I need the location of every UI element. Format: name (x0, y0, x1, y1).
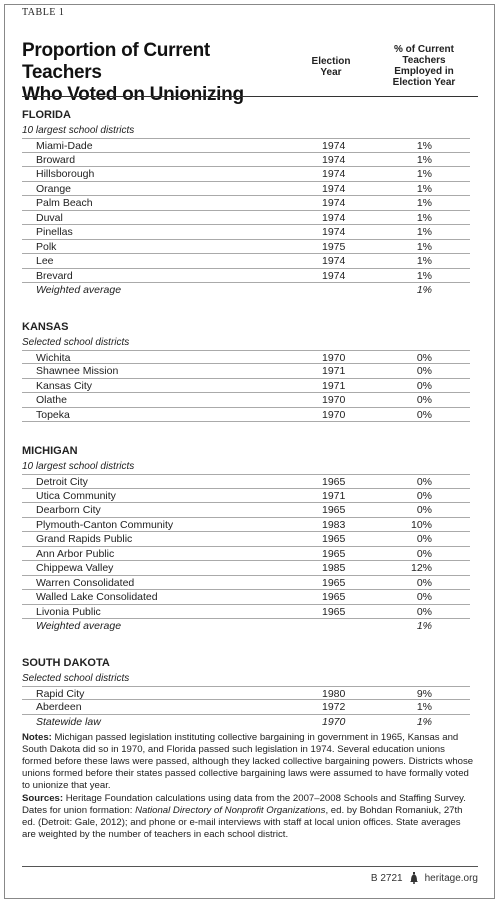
table-row (22, 408, 470, 423)
summary-row (22, 619, 470, 634)
table-row (22, 153, 470, 168)
table-row (22, 393, 470, 408)
percent-teachers: 0% (416, 576, 432, 589)
notes-text: Michigan passed legislation instituting collective bargaining in government in 1965, Kansas and South Dakota did so in 1970, and Florida passed such legislation in 1974. Several education unions formed before these laws were passed, although they lacked collective bargaining powers. Districts whose unions formed before their states passed collective bargaining laws were assumed to have formally voted to unionize that year. (22, 732, 474, 791)
election-year: 1970 (322, 394, 346, 406)
percent-teachers: 1% (416, 240, 432, 253)
election-year: 1974 (322, 153, 346, 166)
district-name: Weighted average (36, 284, 122, 296)
percent-teachers: 12% (410, 562, 432, 574)
district-name: Wichita (36, 351, 71, 364)
percent-teachers: 0% (416, 533, 432, 545)
state-section (22, 319, 470, 423)
state-section (22, 107, 470, 298)
percent-teachers: 1% (416, 182, 432, 195)
percent-teachers: 1% (416, 226, 432, 238)
summary-row (22, 715, 470, 730)
state-name: FLORIDA (22, 109, 71, 121)
district-name: Weighted average (36, 620, 122, 632)
table-row (22, 489, 470, 504)
title-line-1: Proportion of Current Teachers (22, 40, 210, 83)
district-rows (22, 350, 470, 423)
district-name: Broward (36, 153, 76, 166)
percent-teachers: 1% (416, 140, 432, 152)
percent-teachers: 0% (416, 408, 432, 421)
election-year: 1974 (322, 168, 346, 180)
percent-teachers: 1% (416, 255, 432, 267)
column-header-pct-line-1: % of Current Teachers (394, 44, 454, 66)
percent-teachers: 0% (416, 504, 432, 516)
percent-teachers: 1% (416, 168, 432, 180)
table-row (22, 364, 470, 379)
percent-teachers: 0% (416, 351, 432, 364)
district-name: Miami-Dade (36, 140, 93, 152)
percent-teachers: 0% (416, 365, 432, 377)
district-name: Rapid City (36, 687, 85, 700)
percent-teachers: 0% (416, 476, 432, 488)
state-name: MICHIGAN (22, 445, 78, 457)
district-name: Duval (36, 211, 63, 224)
table-row (22, 138, 470, 153)
section-subtitle: 10 largest school districts (22, 461, 135, 472)
footer (371, 872, 478, 884)
percent-teachers: 0% (416, 547, 432, 560)
table-row (22, 379, 470, 394)
table-row (22, 240, 470, 255)
table-row (22, 518, 470, 533)
percent-teachers: 9% (416, 687, 432, 700)
section-subtitle: Selected school districts (22, 672, 130, 684)
percent-teachers: 1% (416, 211, 432, 224)
table-row (22, 532, 470, 547)
state-section (22, 443, 470, 634)
percent-teachers: 0% (416, 379, 432, 392)
state-name: SOUTH DAKOTA (22, 656, 110, 669)
sources-text-1: Heritage Foundation calculations using data from the 2007–2008 Schools and Staffing Survey. Dates for union formation: (22, 793, 466, 816)
table-row (22, 590, 470, 605)
election-year: 1974 (322, 226, 346, 238)
election-year: 1985 (322, 562, 346, 574)
footer-divider (22, 866, 478, 867)
column-header-election-year (300, 56, 362, 78)
percent-teachers: 1% (416, 284, 432, 296)
percent-teachers: 1% (416, 715, 432, 728)
column-header-pct-line-3: Election Year (392, 77, 456, 88)
sources-publication-title: National Directory of Nonprofit Organizations (135, 805, 326, 816)
percent-teachers: 1% (416, 620, 432, 632)
district-name: Shawnee Mission (36, 365, 119, 377)
district-name: Utica Community (36, 489, 116, 502)
table-row (22, 254, 470, 269)
election-year: 1965 (322, 476, 346, 488)
district-name: Lee (36, 255, 54, 267)
document-id: B 2721 (370, 872, 403, 884)
table-row (22, 561, 470, 576)
sources-text-2: , ed. by Bohdan Romaniuk, 27th ed. (Detroit: Gale, 2012); and phone or e-mail interviews with staff at local union offices. State averages are weighted by the number of teachers in each school district. (22, 805, 463, 840)
district-name: Warren Consolidated (36, 576, 135, 589)
election-year: 1975 (322, 240, 346, 253)
district-name: Aberdeen (36, 701, 82, 713)
liberty-bell-icon (409, 872, 419, 884)
district-name: Polk (36, 240, 57, 253)
district-rows (22, 474, 470, 634)
district-name: Ann Arbor Public (36, 547, 115, 560)
district-name: Topeka (36, 408, 70, 421)
section-subtitle: 10 largest school districts (22, 125, 135, 136)
election-year: 1974 (322, 140, 346, 152)
percent-teachers: 0% (416, 591, 432, 603)
notes-block (22, 732, 477, 842)
table-row (22, 503, 470, 518)
election-year: 1970 (322, 715, 346, 728)
table-row (22, 605, 470, 620)
notes-label: Notes: (22, 732, 52, 743)
district-name: Olathe (36, 394, 67, 406)
election-year: 1965 (322, 605, 346, 618)
election-year: 1965 (322, 591, 346, 603)
table-row (22, 225, 470, 240)
district-rows (22, 138, 470, 298)
percent-teachers: 1% (416, 269, 432, 282)
district-rows (22, 686, 470, 730)
title-line-2: Who Voted on Unionizing (22, 84, 244, 105)
state-name: KANSAS (22, 320, 69, 333)
table-row (22, 350, 470, 365)
district-name: Orange (36, 182, 72, 195)
election-year: 1971 (322, 489, 346, 502)
district-name: Walled Lake Consolidated (36, 591, 158, 603)
site-link[interactable]: heritage.org (424, 872, 478, 884)
election-year: 1983 (322, 518, 346, 531)
summary-row (22, 283, 470, 298)
table-row (22, 700, 470, 715)
district-name: Brevard (36, 269, 73, 282)
district-name: Detroit City (36, 476, 88, 488)
table-row (22, 474, 470, 489)
table-row (22, 269, 470, 284)
election-year: 1974 (322, 197, 346, 209)
header-divider (22, 96, 478, 97)
column-header-percent-teachers (372, 44, 476, 88)
sources-paragraph (22, 793, 477, 841)
election-year: 1965 (322, 576, 346, 589)
election-year: 1971 (322, 365, 346, 377)
election-year: 1972 (322, 701, 346, 713)
election-year: 1974 (322, 211, 346, 224)
district-name: Kansas City (36, 379, 93, 392)
district-name: Plymouth-Canton Community (36, 518, 174, 531)
district-name: Chippewa Valley (36, 562, 114, 574)
election-year: 1970 (322, 408, 346, 421)
percent-teachers: 0% (416, 394, 432, 406)
table-row (22, 211, 470, 226)
percent-teachers: 1% (416, 701, 432, 713)
percent-teachers: 0% (416, 605, 432, 618)
table-row (22, 182, 470, 197)
column-header-year-line-2: Year (320, 67, 342, 78)
district-name: Grand Rapids Public (36, 533, 133, 545)
table-row (22, 196, 470, 211)
election-year: 1971 (322, 379, 346, 392)
notes-paragraph (22, 732, 477, 792)
column-header-year-line-1: Election (311, 56, 351, 67)
district-name: Dearborn City (36, 504, 101, 516)
state-section (22, 655, 470, 730)
election-year: 1974 (322, 269, 346, 282)
district-name: Palm Beach (36, 197, 93, 209)
percent-teachers: 0% (416, 489, 432, 502)
table-body (22, 107, 470, 750)
election-year: 1965 (322, 504, 346, 516)
table-label: TABLE 1 (22, 7, 65, 18)
table-row (22, 686, 470, 701)
percent-teachers: 1% (416, 197, 432, 209)
election-year: 1970 (322, 351, 346, 364)
table-row (22, 167, 470, 182)
election-year: 1974 (322, 255, 346, 267)
election-year: 1980 (322, 687, 346, 700)
section-subtitle: Selected school districts (22, 336, 130, 348)
district-name: Livonia Public (36, 605, 101, 618)
table-row (22, 576, 470, 591)
district-name: Pinellas (36, 226, 73, 238)
election-year: 1974 (322, 182, 346, 195)
percent-teachers: 1% (416, 153, 432, 166)
table-row (22, 547, 470, 562)
election-year: 1965 (322, 547, 346, 560)
election-year: 1965 (322, 533, 346, 545)
column-header-pct-line-2: Employed in (394, 66, 454, 77)
district-name: Hillsborough (36, 168, 95, 180)
sources-label: Sources: (22, 793, 64, 804)
district-name: Statewide law (36, 715, 101, 728)
percent-teachers: 10% (410, 518, 432, 531)
